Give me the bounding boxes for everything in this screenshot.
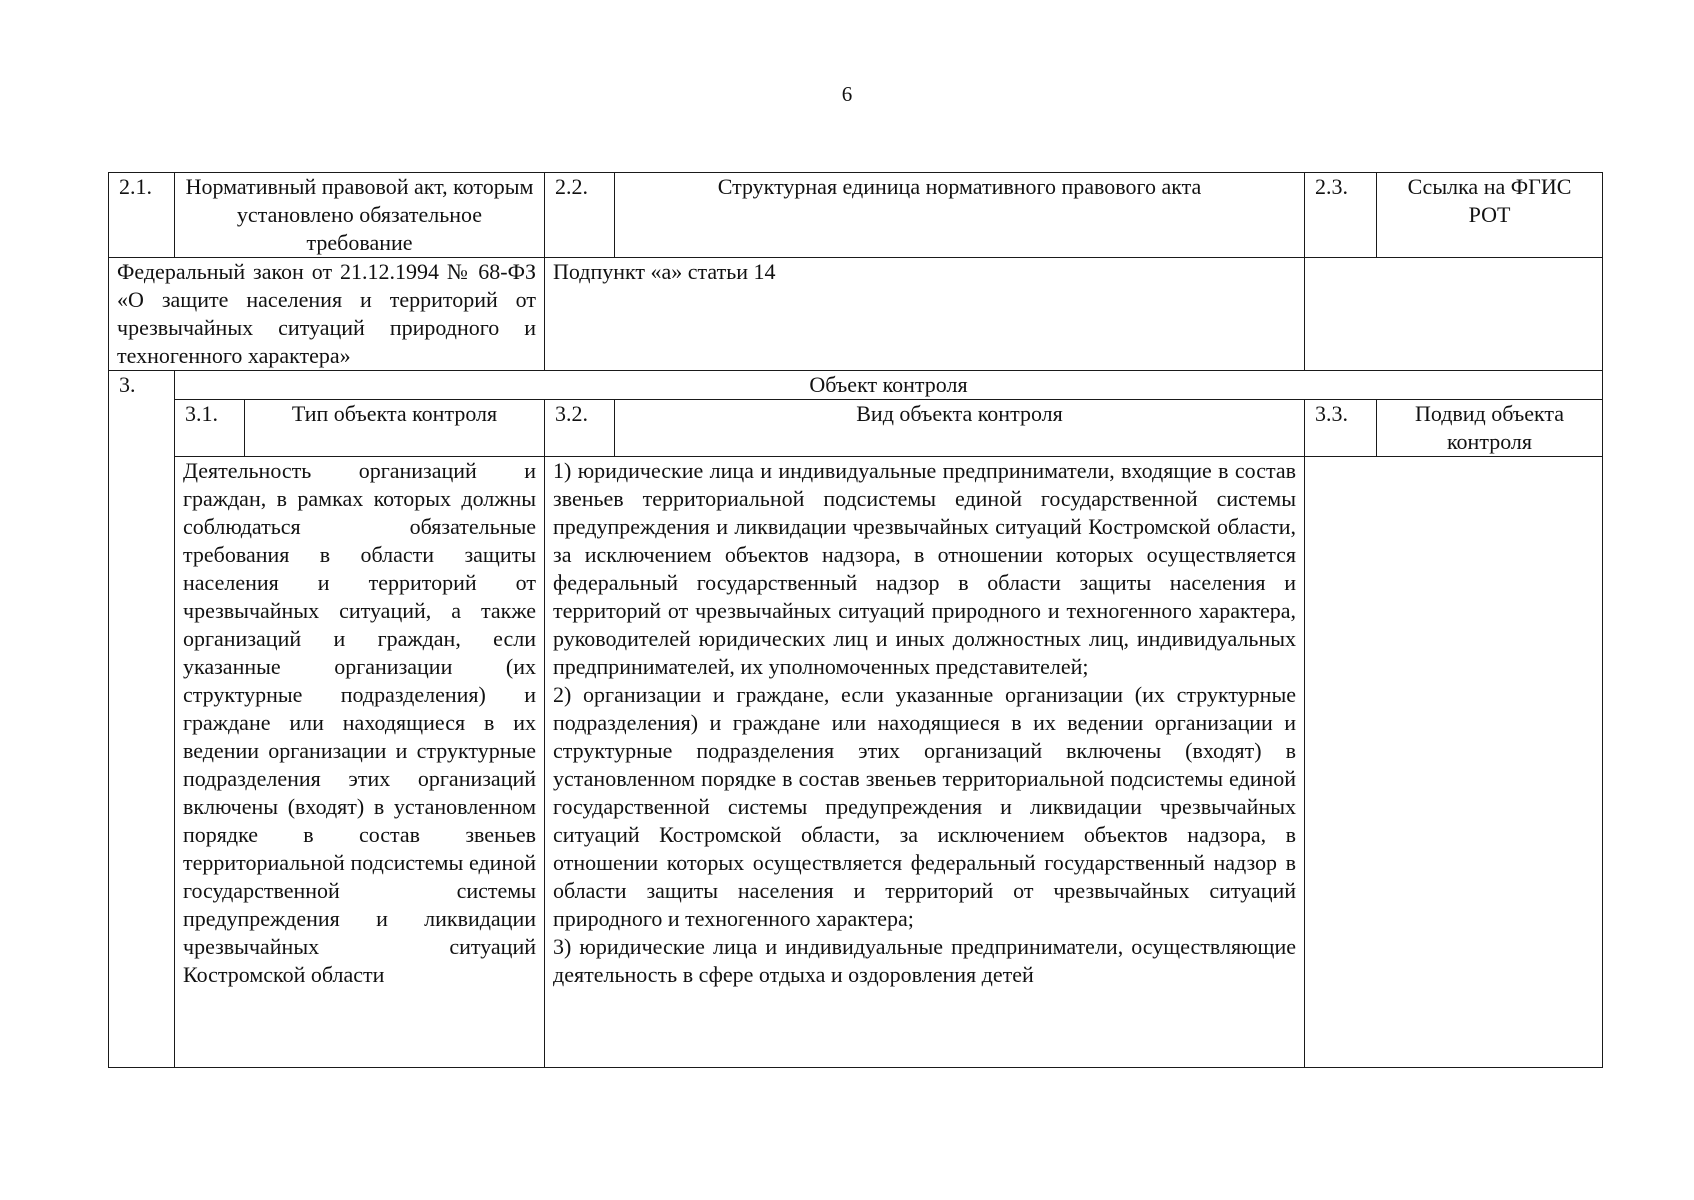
fgis-ref-cell [1305,258,1603,371]
requirements-table [108,172,1603,1068]
object-kind-item: 1) юридические лица и индивидуальные предприниматели, входящие в состав звеньев территориальной подсистемы единой государственной системы предупреждения и ликвидации чрезвычайных ситуаций Костромской области, за исключением объектов надзора, в отношении которых осуществляется федеральный государственный надзор в области защиты населения и территорий от чрезвычайных ситуаций природного и техногенного характера, руководителей юридических лиц и иных должностных лиц, индивидуальных предпринимателей, их уполномоченных представителей; [553,458,1297,679]
header-3-3-number: 3.3. [1305,400,1377,457]
object-type-text: Деятельность организаций и граждан, в рамках которых должны соблюдаться обязательные требования в области защиты населения и территорий от чрезвычайных ситуаций, а также организаций и граждан, если указанные организации (их структурные подразделения) и граждане или находящиеся в их ведении организации и структурные подразделения этих организаций включены (входят) в установленном порядке в состав звеньев территориальной подсистемы единой государственной системы предупреждения и ликвидации чрезвычайных ситуаций Костромской области [175,457,545,1068]
object-kind-item: 2) организации и граждане, если указанные организации (их структурные подразделения) и граждане или находящиеся в их ведении организации и структурные подразделения этих организаций включены (входят) в установленном порядке в состав звеньев территориальной подсистемы единой государственной системы предупреждения и ликвидации чрезвычайных ситуаций Костромской области, за исключением объектов надзора, в отношении которых осуществляется федеральный государственный надзор в области защиты населения и территорий от чрезвычайных ситуаций природного и техногенного характера; [553,682,1297,931]
header-2-1-label: Нормативный правовой акт, которым установлено обязательное требование [175,173,545,258]
header-3-1-number: 3.1. [175,400,245,457]
object-title-row [109,371,1603,400]
object-control-title: Объект контроля [175,371,1603,400]
structural-unit-cell: Подпункт «а» статьи 14 [545,258,1305,371]
header-2-2-label: Структурная единица нормативного правового акта [615,173,1305,258]
normative-act-cell: Федеральный закон от 21.12.1994 № 68-ФЗ «О защите населения и территорий от чрезвычайных ситуаций природного и техногенного характера» [109,258,545,371]
section-3-number: 3. [109,371,175,1068]
object-kind-item: 3) юридические лица и индивидуальные предприниматели, осуществляющие деятельность в сфере отдыха и оздоровления детей [553,934,1297,987]
header-2-3-label: Ссылка на ФГИС РОТ [1377,173,1603,258]
object-content-row [109,457,1603,1068]
header-3-2-label: Вид объекта контроля [615,400,1305,457]
header-row [109,173,1603,258]
header-3-1-label: Тип объекта контроля [245,400,545,457]
object-kind-cell [545,457,1305,1068]
header-2-1-number: 2.1. [109,173,175,258]
object-subtype-cell [1305,457,1603,1068]
page-number: 6 [841,82,853,106]
header-2-3-number: 2.3. [1305,173,1377,258]
object-subheader-row [109,400,1603,457]
law-row [109,258,1603,371]
header-3-3-label: Подвид объекта контроля [1377,400,1603,457]
header-3-2-number: 3.2. [545,400,615,457]
header-2-2-number: 2.2. [545,173,615,258]
